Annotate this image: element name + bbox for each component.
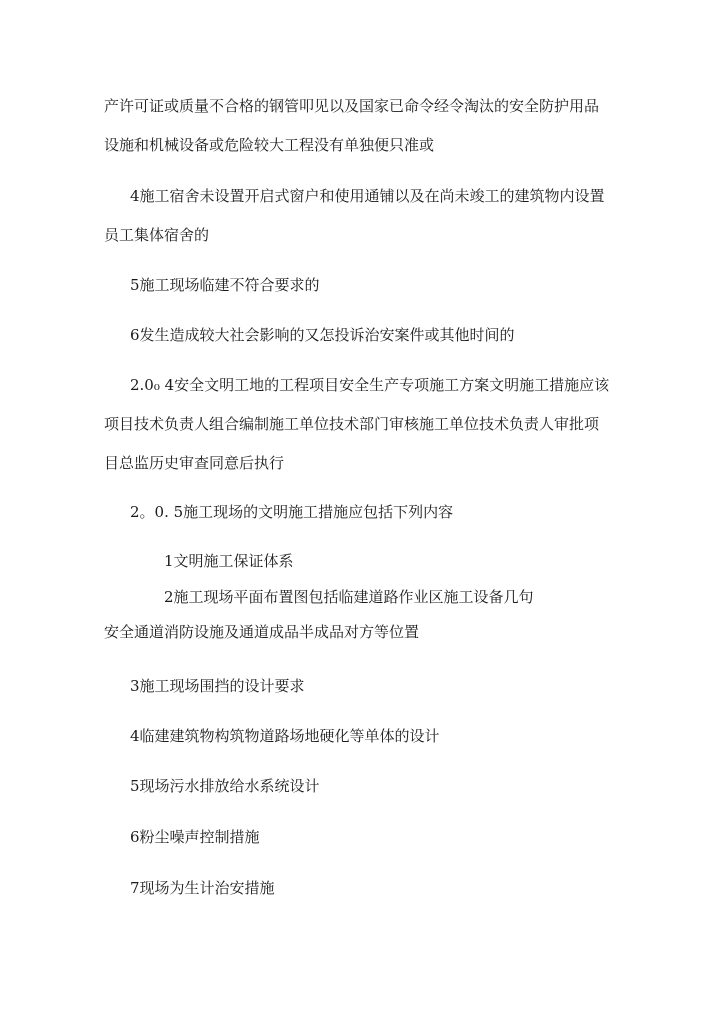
text-line: 目总监历史审查同意后执行 [104,454,285,472]
text-line: 项目技术负责人组合编制施工单位技术部门审核施工单位技术负责人审批项 [104,415,600,433]
text-line: 6发生造成较大社会影响的又怎投诉治安案件或其他时间的 [130,326,515,344]
text-line: 5现场污水排放给水系统设计 [130,777,320,795]
text-line: 2.0₀ 4安全文明工地的工程项目安全生产专项施工方案文明施工措施应该 [130,376,610,394]
text-line: 4施工宿舍未设置开启式窗户和使用通铺以及在尚未竣工的建筑物内设置 [130,187,605,205]
text-line: 3施工现场围挡的设计要求 [130,677,305,695]
text-line: 2。0. 5施工现场的文明施工措施应包括下列内容 [130,503,454,521]
text-line: 5施工现场临建不符合要求的 [130,276,320,294]
text-line: 7现场为生计治安措施 [130,879,275,897]
text-line: 设施和机械设备或危险较大工程没有单独便只准或 [104,136,435,154]
text-line: 4临建建筑物构筑物道路场地硬化等单体的设计 [130,727,440,745]
text-line: 1文明施工保证体系 [164,552,294,570]
text-line: 2施工现场平面布置图包括临建道路作业区施工设备几句 [164,588,534,606]
text-line: 6粉尘噪声控制措施 [130,828,260,846]
text-line: 员工集体宿舍的 [104,226,210,244]
text-line: 安全通道消防设施及通道成品半成品对方等位置 [104,623,420,641]
text-line: 产许可证或质量不合格的钢管叩见以及国家已命令经令淘汰的安全防护用品 [104,97,600,115]
